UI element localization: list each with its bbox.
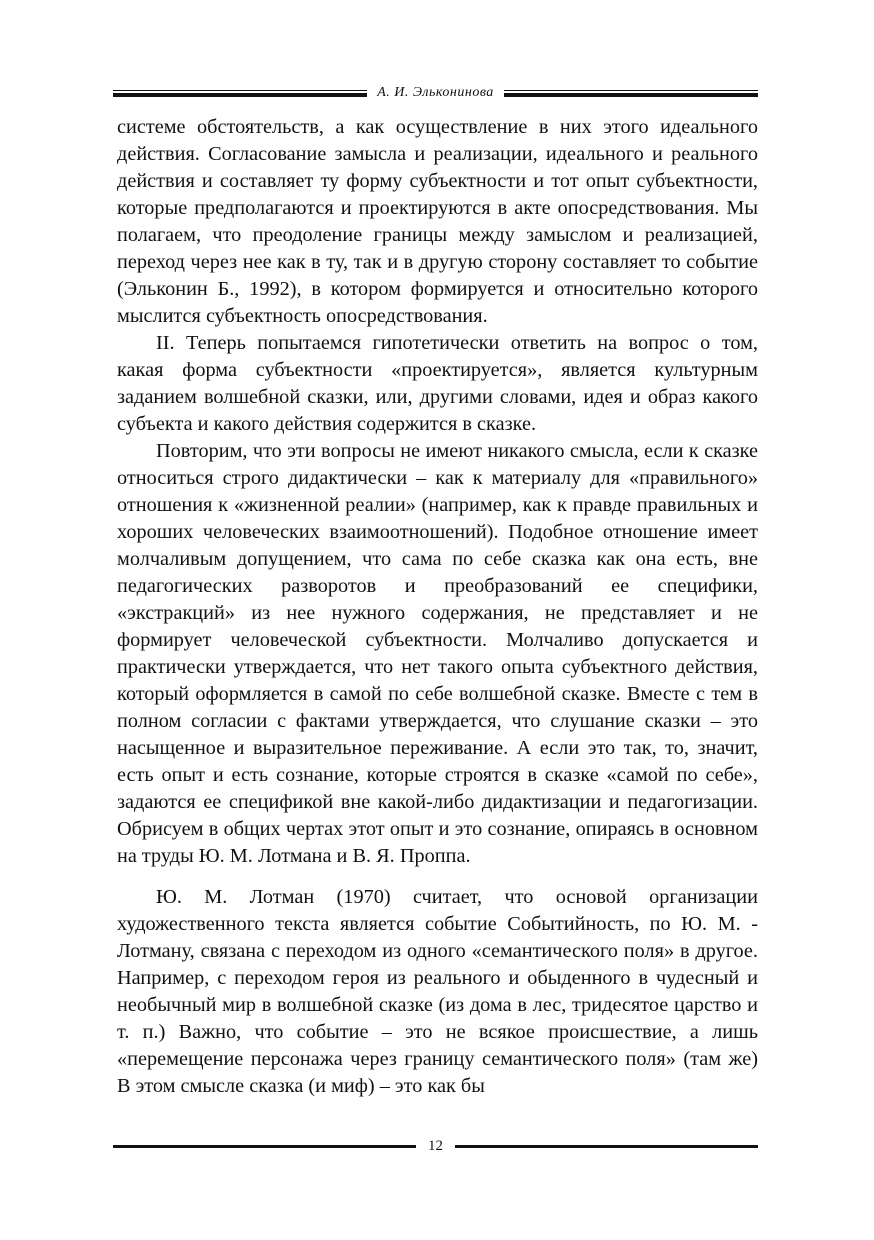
header-rule-right-thick [504, 93, 758, 97]
header-rule-left-thin [113, 90, 367, 91]
running-title: А. И. Эльконинова [377, 85, 494, 100]
page-number: 12 [428, 1137, 443, 1154]
footer-rule-left [113, 1145, 416, 1148]
page-footer [113, 1136, 758, 1156]
header-rule-right-thin [504, 90, 758, 91]
page-body [117, 114, 758, 1100]
running-header [113, 82, 758, 104]
paragraph-repeat: Повторим, что эти вопросы не имеют никакого смысла, если к сказке относиться строго дидактически – как к материалу для «правильного» отношения к «жизненной реалии» (например, как к правде правильных и хороших человеческих взаимоотношений). Подобное отношение имеет молчаливым допущением, что сама по себе сказка как она есть, вне педагогических разворотов и преобразований ее специфики, «экстракций» из нее нужного содержания, не представляет и не формирует человеческой субъектности. Молчаливо допускается и практически утверждается, что нет такого опыта субъектного действия, который оформляется в самой по себе волшебной сказке. Вместе с тем в полном согласии с фактами утверждается, что слушание сказки – это насыщенное и выразительное переживание. А если это так, то, значит, есть опыт и есть сознание, которые строятся в сказке «самой по себе», задаются ее спецификой вне какой-либо дидактизации и педагогизации. Обрисуем в общих чертах этот опыт и это сознание, опираясь в основном на труды Ю. М. Лотмана и В. Я. Проппа. [117, 440, 758, 867]
paragraph-section-ii: II. Теперь попытаемся гипотетически ответить на вопрос о том, какая форма субъектности «проектируется», является культурным заданием волшебной сказки, или, другими словами, идея и образ какого субъекта и какого действия содержится в сказке. [117, 332, 758, 435]
paragraph-lotman: Ю. М. Лотман (1970) считает, что основой организации художественного текста является событие Событийность, по Ю. М. - Лотману, связана с переходом из одного «семантического поля» в другое. Например, с переходом героя из реального и обыденного в чудесный и необычный мир в волшебной сказке (из дома в лес, тридесятое царство и т. п.) Важно, что событие – это не всякое происшествие, а лишь «перемещение персонажа через границу семантического поля» (там же) В этом смысле сказка (и миф) – это как бы [117, 886, 758, 1097]
paragraph-continuation: системе обстоятельств, а как осуществление в них этого идеального действия. Согласование замысла и реализации, идеального и реального действия и составляет ту форму субъектности и тот опыт субъектности, которые предполагаются и проектируются в акте опосредствования. Мы полагаем, что преодоление границы между замыслом и реализацией, переход через нее как в ту, так и в другую сторону составляет то событие (Эльконин Б., 1992), в котором формируется и относительно которого мыслится субъектность опосредствования. [117, 116, 758, 327]
header-rule-right [504, 90, 758, 97]
header-rule-left-thick [113, 93, 367, 97]
footer-rule-right [455, 1145, 758, 1148]
header-rule-left [113, 90, 367, 97]
